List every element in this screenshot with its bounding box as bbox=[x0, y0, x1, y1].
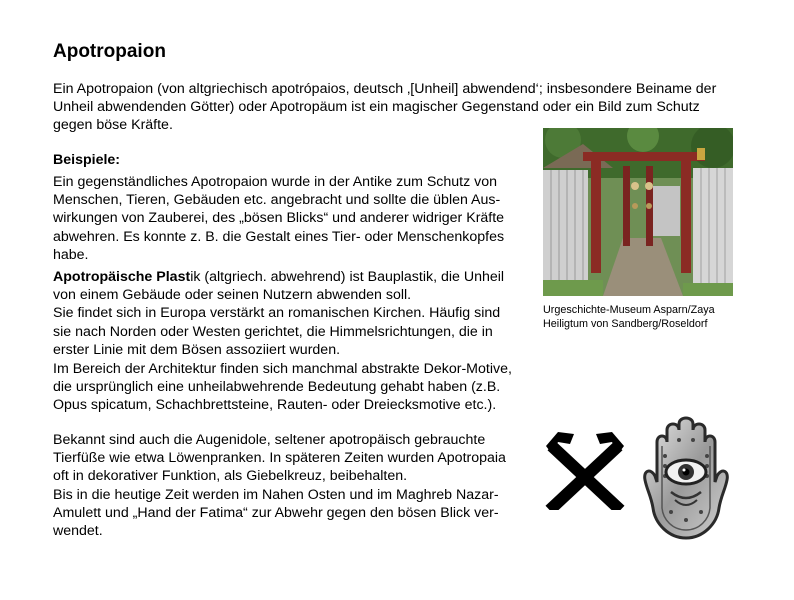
augenidole-line: Amulett und „Hand der Fatima“ zur Abwehr gegen den bösen Blick ver- bbox=[53, 504, 499, 521]
examples-line: habe. bbox=[53, 246, 89, 263]
examples-paragraph bbox=[53, 173, 504, 264]
intro-line: gegen böse Kräfte. bbox=[53, 117, 173, 134]
examples-line: abwehren. Es konnte z. B. die Gestalt eines Tier- oder Menschenkopfes bbox=[53, 228, 505, 245]
architecture-paragraph bbox=[53, 360, 512, 415]
plastik-first-line bbox=[53, 268, 504, 286]
architecture-line: Im Bereich der Architektur finden sich manchmal abstrakte Dekor-Motive, bbox=[53, 361, 512, 377]
augenidole-line: wendet. bbox=[53, 523, 103, 540]
examples-heading: Beispiele: bbox=[53, 152, 121, 168]
augenidole-line: oft in dekorativer Funktion, als Giebelkreuz, beibehalten. bbox=[53, 468, 408, 485]
plastik-line: erster Linie mit dem Bösen assoziiert wurden. bbox=[53, 341, 341, 358]
caption-line: Urgeschichte-Museum Asparn/Zaya bbox=[543, 304, 715, 316]
plastik-line: von einem Gebäude oder seinen Nutzern abwenden soll. bbox=[53, 287, 412, 304]
page-title: Apotropaion bbox=[53, 41, 166, 62]
plastik-line: Sie findet sich in Europa verstärkt an romanischen Kirchen. Häufig sind bbox=[53, 305, 501, 322]
intro-line: Ein Apotropaion (von altgriechisch apotrópaios, deutsch ‚[Unheil] abwendend‘; insbesondere Beiname der bbox=[53, 81, 717, 97]
hamsa-hand-icon bbox=[641, 416, 731, 540]
intro-paragraph bbox=[53, 80, 716, 135]
examples-line: Ein gegenständliches Apotropaion wurde in der Antike zum Schutz von bbox=[53, 174, 498, 190]
plastik-line: sie nach Norden oder Westen gerichtet, die Himmelsrichtungen, die in bbox=[53, 323, 493, 340]
sanctuary-gate-photo bbox=[543, 128, 733, 296]
photo-caption bbox=[543, 303, 715, 331]
augenidole-paragraph bbox=[53, 431, 506, 540]
plastik-paragraph bbox=[53, 268, 504, 359]
augenidole-line: Bekannt sind auch die Augenidole, seltener apotropäisch gebrauchte bbox=[53, 432, 486, 448]
plastik-first-rest: ik (altgriech. abwehrend) ist Bauplastik, die Unheil bbox=[190, 269, 505, 285]
architecture-line: Opus spicatum, Schachbrettsteine, Rauten- oder Dreiecksmotive etc.). bbox=[53, 397, 497, 414]
augenidole-line: Tierfüße wie etwa Löwenpranken. In späteren Zeiten wurden Apotropaia bbox=[53, 450, 506, 467]
augenidole-line: Bis in die heutige Zeit werden im Nahen Osten und im Maghreb Nazar- bbox=[53, 486, 499, 503]
caption-line: Heiligtum von Sandberg/Roseldorf bbox=[543, 318, 708, 330]
plastik-term: Apotropäische Plast bbox=[53, 269, 191, 285]
examples-line: Menschen, Tieren, Gebäuden etc. angebracht und sollte die üblen Aus- bbox=[53, 192, 501, 209]
intro-line: Unheil abwendenden Götter) oder Apotropäum ist ein magischer Gegenstand oder ein Bild zum Schutz bbox=[53, 99, 700, 116]
examples-line: wirkungen von Zauberei, des „bösen Blicks“ und anderer widriger Kräfte bbox=[53, 210, 505, 227]
architecture-line: die ursprünglich eine unheilabwehrende Bedeutung gehabt haben (z.B. bbox=[53, 379, 501, 396]
gable-cross-icon bbox=[544, 428, 626, 510]
